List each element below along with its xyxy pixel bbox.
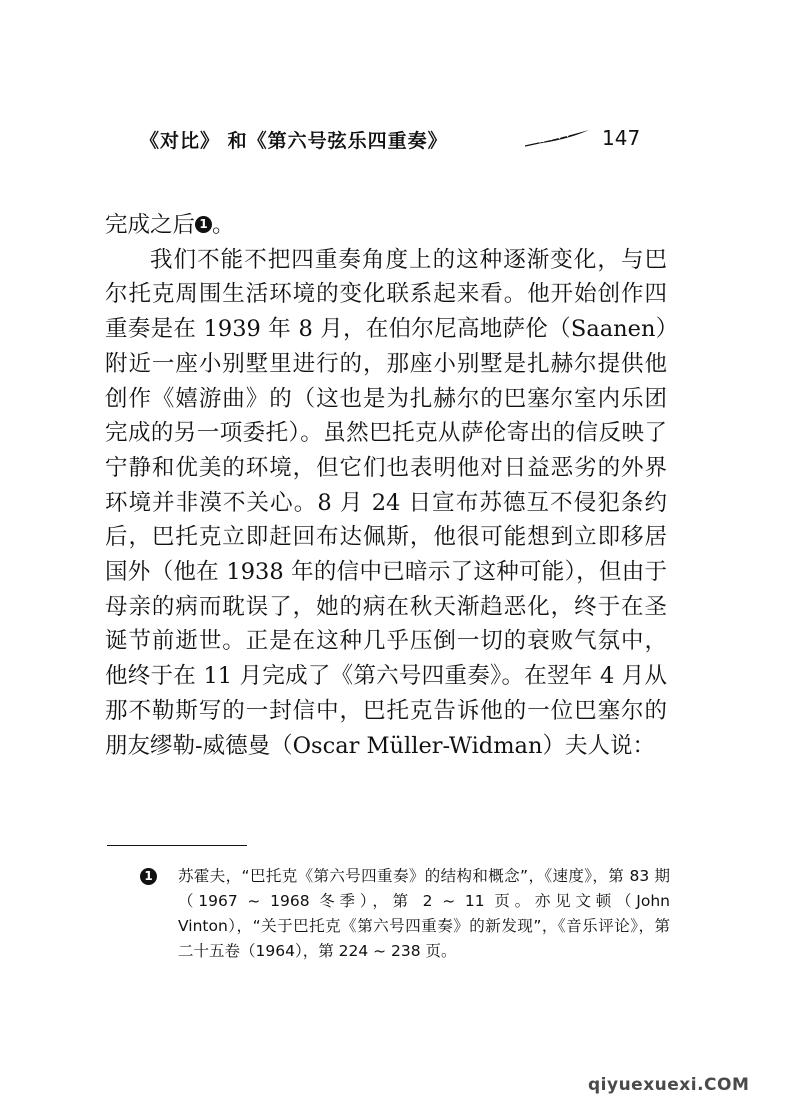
footnote-marker: 1 xyxy=(140,868,157,885)
page-number: 147 xyxy=(602,126,641,150)
running-head-title: 《对比》 和《第六号弦乐四重奏》 xyxy=(140,130,448,152)
quill-ornament-icon xyxy=(525,128,591,148)
paragraph-1-end: 。 xyxy=(212,212,235,238)
footnote xyxy=(140,864,670,964)
body-text xyxy=(105,208,667,763)
paragraph-continued xyxy=(105,208,667,243)
paragraph-2: 我们不能不把四重奏角度上的这种逐渐变化，与巴尔托克周围生活环境的变化联系起来看。他开始创作四重奏是在 1939 年 8 月，在伯尔尼高地萨伦（Saanen）附近一座小别墅里进行的，那座小别墅是扎赫尔提供他创作《嬉游曲》的（这也是为扎赫尔的巴塞尔室内乐团完成的另一项委托）。虽然巴托克从萨伦寄出的信反映了宁静和优美的环境，但它们也表明他对日益恶劣的外界环境并非漠不关心。8 月 24 日宣布苏德互不侵犯条约后，巴托克立即赶回布达佩斯，他很可能想到立即移居国外（他在 1938 年的信中已暗示了这种可能），但由于母亲的病而耽误了，她的病在秋天渐趋恶化，终于在圣诞节前逝世。正是在这种几乎压倒一切的衰败气氛中，他终于在 11 月完成了《第六号四重奏》。在翌年 4 月从那不勒斯写的一封信中，巴托克告诉他的一位巴塞尔的朋友缪勒-威德曼（Oscar Müller-Widman）夫人说： xyxy=(105,246,667,759)
footnote-text: 苏霍夫，“巴托克《第六号四重奏》的结构和概念”，《速度》，第 83 期（1967 ~ 1968 冬季），第 2 ~ 11 页。亦见文顿（John Vinton），“关于巴托克《第六号四重奏》的新发现”，《音乐评论》，第二十五卷（1964），第 224 ~ 238 页。 xyxy=(178,867,670,960)
footnote-divider xyxy=(107,845,247,846)
paragraph-1-text: 完成之后 xyxy=(105,212,196,238)
running-header xyxy=(140,124,660,154)
site-watermark: qiyuexuexi.COM xyxy=(588,1075,750,1095)
footnote-reference-marker[interactable]: 1 xyxy=(195,216,212,233)
